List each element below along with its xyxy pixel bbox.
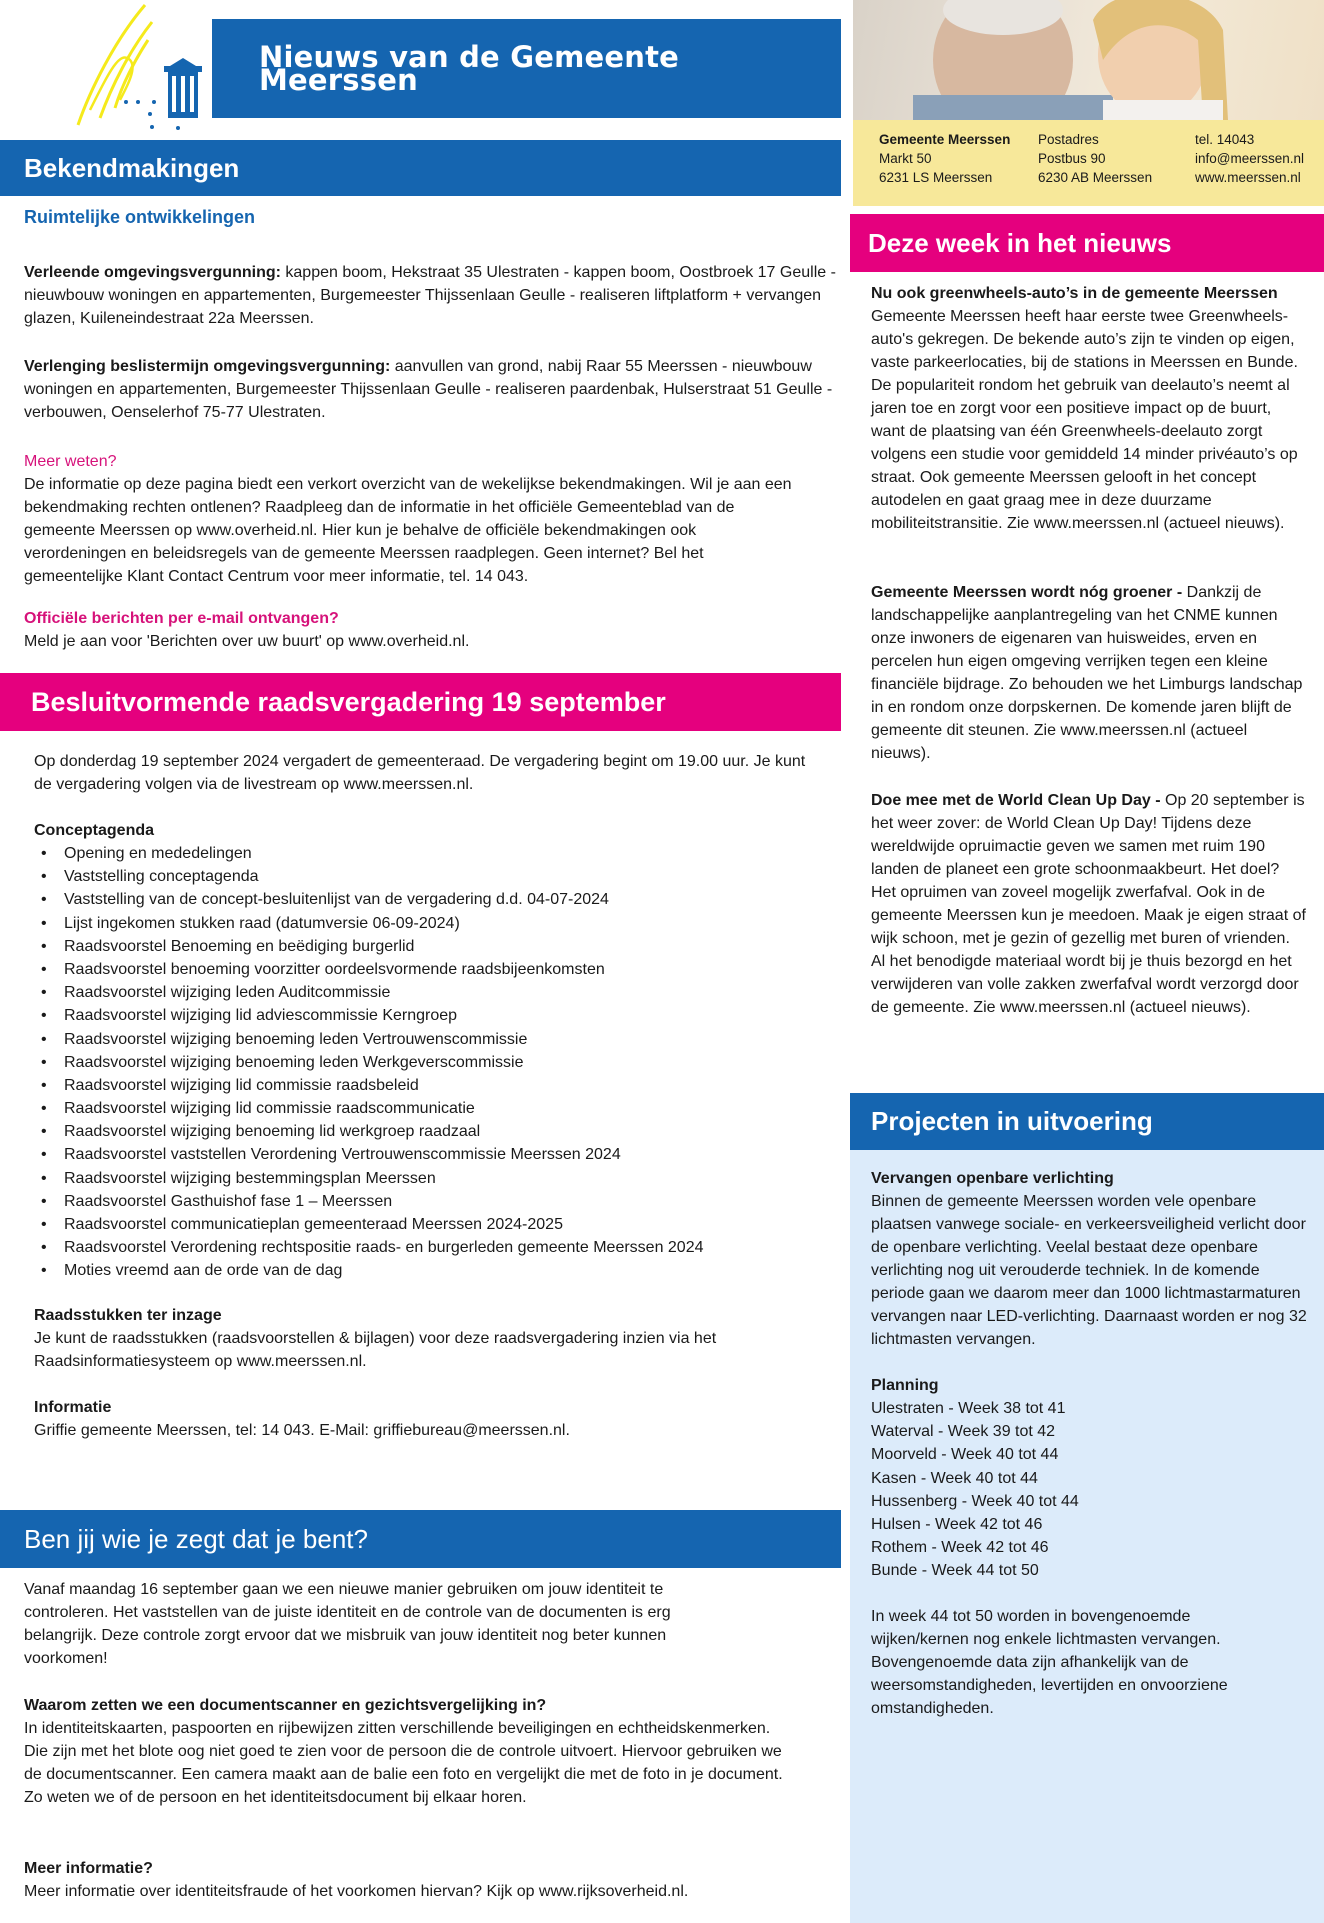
informatie-heading: Informatie — [34, 1399, 112, 1416]
postal-box: Postbus 90 — [1038, 151, 1106, 166]
agenda-heading: Conceptagenda — [34, 822, 155, 839]
groener-title: Gemeente Meerssen wordt nóg groener - — [871, 584, 1183, 601]
contact-name: Gemeente Meerssen — [879, 132, 1011, 147]
email-heading: Officiële berichten per e-mail ontvangen? — [24, 610, 339, 627]
contact-city: 6231 LS Meerssen — [879, 170, 993, 185]
greenwheels-text: Gemeente Meerssen heeft haar eerste twee Greenwheels-auto's gekregen. De bekende auto’s zijn te vinden op eigen, vaste parkeerlocaties, bij de stations in Meerssen en Bunde. De populariteit rondom het gebruik van deelauto’s neemt al jaren toe en zorgt voor een positieve impact op de buurt, want de plaatsing van één Greenwheels-deelauto zorgt volgens een studie voor gemiddeld 14 minder privéauto’s op straat. Ook gemeente Meerssen gelooft in het concept autodelen en gaat graag mee in deze duurzame mobiliteitstransitie. Zie www.meerssen.nl (actueel nieuws). — [871, 308, 1298, 532]
section-heading-bekendmakingen: Bekendmakingen — [0, 140, 841, 196]
cleanup-title: Doe mee met de World Clean Up Day - — [871, 792, 1161, 809]
raad-intro: Op donderdag 19 september 2024 vergadert de gemeenteraad. De vergadering begint om 19.00 uur. Je kunt de vergadering volgen via de livestream op www.meerssen.nl. — [34, 753, 806, 793]
agenda-item: • Lijst ingekomen stukken raad (datumversie 06-09-2024) — [34, 912, 824, 935]
agenda-list — [34, 842, 824, 1283]
agenda-item: • Raadsvoorstel communicatieplan gemeenteraad Meerssen 2024-2025 — [34, 1213, 824, 1236]
identiteit-intro: Vanaf maandag 16 september gaan we een nieuwe manier gebruiken om jouw identiteit te controleren. Het vaststellen van de juiste identiteit en de controle van de documenten is erg belangrijk. Deze controle zorgt ervoor dat we misbruik van jouw identiteit nog beter kunnen voorkomen! — [24, 1581, 671, 1667]
contact-street: Markt 50 — [879, 151, 932, 166]
planning-item: Kasen - Week 40 tot 44 — [871, 1469, 1038, 1487]
greenwheels-title: Nu ook greenwheels-auto’s in de gemeente Meerssen — [871, 285, 1278, 302]
documentscanner-text: In identiteitskaarten, paspoorten en rijbewijzen zitten verschillende beveiligingen en echtheidskenmerken. Die zijn met het blote oog niet goed te zien voor de persoon die de controle uitvoert. Hiervoor gebruiken we de documentscanner. Een camera maakt aan de balie een foto en vergelijkt die met de foto in je document. Zo weten we of de persoon en het identiteitsdocument bij elkaar horen. — [24, 1720, 783, 1806]
agenda-item: • Raadsvoorstel wijziging lid adviescommissie Kerngroep — [34, 1004, 824, 1027]
header-photo — [853, 0, 1324, 120]
agenda-item: • Raadsvoorstel vaststellen Verordening Vertrouwenscommissie Meerssen 2024 — [34, 1143, 824, 1166]
nieuws-cleanup — [871, 789, 1307, 1019]
planning-item: Bunde - Week 44 tot 50 — [871, 1562, 1039, 1580]
email-text: Meld je aan voor 'Berichten over uw buurt' op www.overheid.nl. — [24, 633, 470, 650]
contact-block — [853, 120, 1324, 206]
agenda-item: • Raadsvoorstel wijziging lid commissie raadsbeleid — [34, 1074, 824, 1097]
verlichting-heading: Vervangen openbare verlichting — [871, 1170, 1114, 1187]
planning-heading: Planning — [871, 1377, 939, 1394]
agenda-item: • Moties vreemd aan de orde van de dag — [34, 1259, 824, 1282]
planning-item: Hussenberg - Week 40 tot 44 — [871, 1492, 1079, 1510]
agenda-item: • Vaststelling van de concept-besluitenlijst van de vergadering d.d. 04-07-2024 — [34, 888, 824, 911]
identiteit-meer-heading: Meer informatie? — [24, 1860, 153, 1877]
section-heading-identiteit: Ben jij wie je zegt dat je bent? — [0, 1510, 841, 1568]
gemeente-logo — [60, 0, 210, 130]
nieuws-greenwheels — [871, 282, 1307, 535]
section-heading-projecten: Projecten in uitvoering — [850, 1093, 1324, 1150]
agenda-item: • Raadsvoorstel wijziging benoeming lid werkgroep raadzaal — [34, 1120, 824, 1143]
planning-item: Hulsen - Week 42 tot 46 — [871, 1515, 1043, 1533]
verlenging-paragraph — [24, 355, 836, 424]
contact-website[interactable]: www.meerssen.nl — [1195, 170, 1301, 185]
raadsstukken-heading: Raadsstukken ter inzage — [34, 1307, 222, 1324]
planning-item: Moorveld - Week 40 tot 44 — [871, 1446, 1059, 1464]
subheading-ruimtelijk: Ruimtelijke ontwikkelingen — [24, 207, 256, 227]
agenda-item: • Raadsvoorstel wijziging benoeming leden Vertrouwenscommissie — [34, 1028, 824, 1051]
verleende-text: kappen boom, Hekstraat 35 Ulestraten - kappen boom, Oostbroek 17 Geulle - nieuwbouw woningen en appartementen, Burgemeester Thijssenlaan Geulle - realiseren liftplatform + vervangen glazen, Kuileneindestraat 22a Meerssen. — [24, 264, 836, 327]
agenda-item: • Opening en mededelingen — [34, 842, 824, 865]
section-heading-nieuws: Deze week in het nieuws — [850, 214, 1324, 272]
planning-item: Waterval - Week 39 tot 42 — [871, 1423, 1056, 1441]
meer-weten-text: De informatie op deze pagina biedt een verkort overzicht van de wekelijkse bekendmakingen. Wil je aan een bekendmaking rechten ontlenen? Raadpleeg dan de informatie in het officiële Gemeenteblad van de gemeente Meerssen op www.overheid.nl. Hier kun je behalve de officiële bekendmakingen ook verordeningen en beleidsregels van de gemeente Meerssen raadplegen. Geen internet? Bel het gemeentelijke Klant Contact Centrum voor meer informatie, tel. 14 043. — [24, 476, 792, 585]
agenda-item: • Raadsvoorstel benoeming voorzitter oordeelsvormende raadsbijeenkomsten — [34, 958, 824, 981]
planning-item: Rothem - Week 42 tot 46 — [871, 1539, 1049, 1557]
section-heading-raadsvergadering: Besluitvormende raadsvergadering 19 september — [0, 673, 841, 731]
contact-email[interactable]: info@meerssen.nl — [1195, 151, 1305, 166]
identiteit-meer-text: Meer informatie over identiteitsfraude of het voorkomen hiervan? Kijk op www.rijksoverheid.nl. — [24, 1883, 689, 1900]
agenda-item: • Raadsvoorstel wijziging benoeming leden Werkgeverscommissie — [34, 1051, 824, 1074]
verleende-vergunning-paragraph — [24, 261, 836, 330]
verlenging-text: aanvullen van grond, nabij Raar 55 Meerssen - nieuwbouw woningen en appartementen, Burgemeester Thijssenlaan Geulle - realiseren paardenbak, Hulserstraat 51 Geulle - verbouwen, Oenselerhof 75-77 Ulestraten. — [24, 358, 833, 421]
cleanup-text: Op 20 september is het weer zover: de World Clean Up Day! Tijdens deze wereldwijde opruimactie geven we samen met ruim 190 landen de planeet een grote schoonmaakbeurt. Het doel? Het opruimen van zoveel mogelijk zwerfafval. Ook in de gemeente Meerssen kun je meedoen. Maak je eigen straat of wijk schoon, met je gezin of gezellig met buren of vrienden. Al het benodigde materiaal wordt bij je thuis bezorgd en het verwijderen van volle zakken zwerfafval wordt verzorgd door de gemeente. Zie www.meerssen.nl (actueel nieuws). — [871, 792, 1306, 1016]
verlenging-label: Verlenging beslistermijn omgevingsvergunning: — [24, 358, 391, 375]
groener-text: Dankzij de landschappelijke aanplantregeling van het CNME kunnen onze inwoners de eigenaren van huisweides, erven en percelen hun eigen omgeving verrijken tegen een kleine financiële bijdrage. Zo behouden we het Limburgs landschap in en rondom onze dorpskernen. De komende jaren blijft de gemeente dit steunen. Zie www.meerssen.nl (actueel nieuws). — [871, 584, 1303, 762]
agenda-item: • Raadsvoorstel wijziging bestemmingsplan Meerssen — [34, 1167, 824, 1190]
agenda-item: • Raadsvoorstel Benoeming en beëdiging burgerlid — [34, 935, 824, 958]
documentscanner-heading: Waarom zetten we een documentscanner en gezichtsvergelijking in? — [24, 1697, 547, 1714]
agenda-item: • Raadsvoorstel wijziging lid commissie raadscommunicatie — [34, 1097, 824, 1120]
meer-weten-heading: Meer weten? — [24, 453, 117, 470]
postal-label: Postadres — [1038, 132, 1099, 147]
postal-city: 6230 AB Meerssen — [1038, 170, 1153, 185]
nieuws-groener — [871, 581, 1307, 765]
planning-list — [871, 1397, 1291, 1583]
planning-item: Ulestraten - Week 38 tot 41 — [871, 1400, 1066, 1417]
verlichting-text: Binnen de gemeente Meerssen worden vele openbare plaatsen vanwege sociale- en verkeersveiligheid verlicht door de openbare verlichting. Veelal bestaat deze openbare verlichting nog uit verouderde techniek. In de komende periode gaan we daarom meer dan 1000 lichtmastarmaturen vervangen naar LED-verlichting. Daarnaast worden er nog 32 lichtmasten vervangen. — [871, 1193, 1307, 1348]
masthead-title: Nieuws van de Gemeente Meerssen — [212, 19, 841, 118]
raadsstukken-text: Je kunt de raadsstukken (raadsvoorstellen & bijlagen) voor deze raadsvergadering inzien via het Raadsinformatiesysteem op www.meerssen.nl. — [34, 1330, 717, 1370]
planning-slot: In week 44 tot 50 worden in bovengenoemde wijken/kernen nog enkele lichtmasten vervangen. Bovengenoemde data zijn afhankelijk van de weersomstandigheden, levertijden en onvoorziene omstandigheden. — [871, 1608, 1228, 1717]
agenda-item: • Raadsvoorstel wijziging leden Auditcommissie — [34, 981, 824, 1004]
agenda-item: • Raadsvoorstel Gasthuishof fase 1 – Meerssen — [34, 1190, 824, 1213]
agenda-item: • Vaststelling conceptagenda — [34, 865, 824, 888]
contact-phone: tel. 14043 — [1195, 132, 1255, 147]
informatie-text: Griffie gemeente Meerssen, tel: 14 043. E-Mail: griffiebureau@meerssen.nl. — [34, 1422, 570, 1439]
agenda-item: • Raadsvoorstel Verordening rechtspositie raads- en burgerleden gemeente Meerssen 2024 — [34, 1236, 824, 1259]
verleende-label: Verleende omgevingsvergunning: — [24, 264, 281, 281]
